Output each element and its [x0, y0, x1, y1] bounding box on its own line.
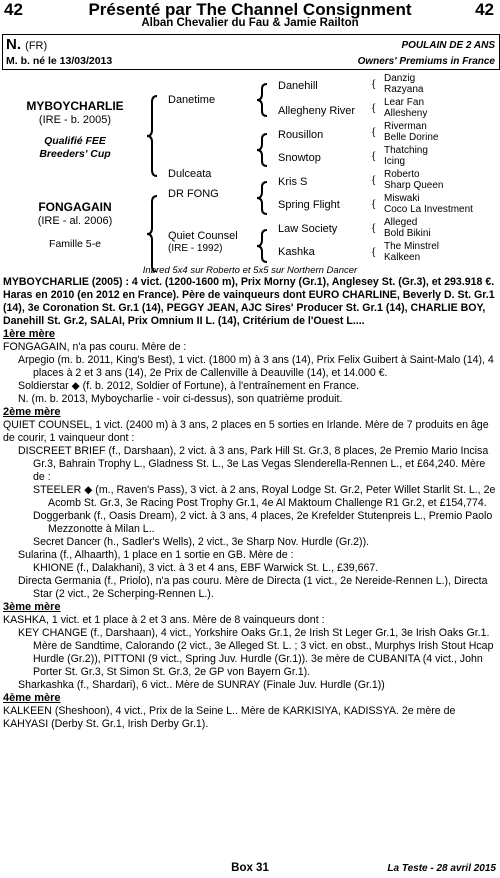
g4-12: Coco La Investment: [384, 204, 473, 215]
box-number: Box 31: [231, 862, 269, 874]
g4-14: Bold Bikini: [384, 228, 431, 239]
dam-info: (IRE - al. 2006): [37, 215, 113, 227]
bracket-g4-7: {: [372, 223, 376, 234]
bracket-g4-6: {: [372, 199, 376, 210]
third-dam-intro: KASHKA, 1 vict. et 1 place à 2 et 3 ans. Mère de 8 vainqueurs dont :: [3, 614, 325, 626]
g3-6: Spring Flight: [278, 199, 340, 211]
sire-qualification-2: Breeders' Cup: [39, 148, 111, 160]
section-heading-3rd-dam: 3ème mère: [3, 601, 61, 613]
g3-1: Danehill: [278, 80, 318, 92]
first-dam-produce-1: Arpegio (m. b. 2011, King's Best), 1 vict. (1800 m) à 3 ans (14), Prix Felix Guibert à Saint-Malo (14), 4 places à 2 et 3 ans (14), 2e Prix de Callenville à Deauville (14), et 14.000 €.: [18, 354, 494, 379]
consignor-names: Alban Chevalier du Fau & Jamie Railton: [141, 17, 359, 29]
g4-4: Allesheny: [384, 108, 428, 119]
sire-qualification-1: Qualifié FEE: [44, 135, 106, 147]
granddam-paternal: Dulceata: [168, 168, 212, 180]
second-dam-produce-3a: KHIONE (f., Dalakhani), 3 vict. à 3 et 4 ans, EBF Warwick St. L., £39,667.: [33, 562, 379, 574]
bracket-g4-1: {: [372, 79, 376, 90]
g4-3: Lear Fan: [384, 97, 425, 108]
first-dam-produce-3: N. (m. b. 2013, Myboycharlie - voir ci-dessus), son quatrième produit.: [18, 393, 343, 405]
g3-8: Kashka: [278, 246, 315, 258]
granddam-maternal-info: (IRE - 1992): [168, 243, 223, 254]
first-dam-produce-2: Soldierstar ◆ (f. b. 2012, Soldier of Fortune), à l'entraînement en France.: [18, 380, 360, 392]
second-dam-intro: QUIET COUNSEL, 1 vict. (2400 m) à 3 ans, 2 places en 5 sorties en Irlande. Mère de 7 produits en âge de courir, 1 vainqueur dont :: [3, 419, 489, 444]
bracket-g4-5: {: [372, 175, 376, 186]
horse-country: (FR): [25, 40, 48, 52]
bracket-g4-8: {: [372, 247, 376, 258]
g4-2: Razyana: [384, 84, 424, 95]
sale-place-date: La Teste - 28 avril 2015: [387, 863, 496, 874]
third-dam-produce-2: Sharkashka (f., Shardari), 6 vict.. Mère de SUNRAY (Finale Juv. Hurdle (Gr.1)): [18, 679, 385, 691]
g3-7: Law Society: [278, 223, 338, 235]
page-title: Présenté par The Channel Consignment: [88, 0, 412, 19]
horse-name: N. (FR): [6, 36, 48, 53]
horse-birth: M. b. né le 13/03/2013: [6, 55, 113, 67]
catalogue-text: [3, 276, 497, 731]
g3-5: Kris S: [278, 176, 308, 188]
g4-7: Thatching: [384, 145, 428, 156]
section-heading-1st-dam: 1ère mère: [3, 328, 55, 340]
bracket-g4-4: {: [372, 151, 376, 162]
g3-2: Allegheny River: [278, 105, 356, 117]
grandsire-paternal: Danetime: [168, 94, 216, 106]
g3-4: Snowtop: [278, 152, 321, 164]
fourth-dam-para: KALKEEN (Sheshoon), 4 vict., Prix de la Seine L.. Mère de KARKISIYA, KADISSYA. 2e mère de KAHYASI (Derby St. Gr.1, Irish Derby Gr.1).: [3, 705, 456, 730]
sire-info: (IRE - b. 2005): [38, 114, 112, 126]
horse-sex-label: POULAIN DE 2 ANS: [401, 40, 495, 51]
g4-13: Alleged: [384, 217, 418, 228]
g4-15: The Minstrel: [384, 241, 440, 252]
second-dam-produce-3: Sularina (f., Alhaarth), 1 place en 1 sortie en GB. Mère de :: [18, 549, 294, 561]
g4-5: Riverman: [384, 121, 427, 132]
g3-3: Rousillon: [278, 129, 324, 141]
pedigree-chart: [0, 72, 500, 272]
sire-paragraph: MYBOYCHARLIE (2005) : 4 vict. (1200-1600 m), Prix Morny (Gr.1), Anglesey St. (Gr.3), et 293.918 €. Haras en 2010 (en 2012 en France). Père de vainqueurs dont EURO CHARLINE, Beverly D. St. Gr.1 (14), 3e Coronation St. Gr.1 (14), PEGGY JEAN, AJC Sires' Producer St. Gr.1 (14), CHARLIE BOY, Danehill St. Gr.2, SALAI, Prix Omnium II L. (14), Critérium de l'Ouest L....: [3, 276, 495, 327]
lot-number-left: 42: [4, 0, 23, 19]
sire-name: MYBOYCHARLIE: [26, 99, 124, 113]
g4-16: Kalkeen: [384, 252, 421, 263]
first-dam-intro: FONGAGAIN, n'a pas couru. Mère de :: [3, 341, 187, 353]
premium-label: Owners' Premiums in France: [357, 56, 495, 67]
second-dam-produce-1: DISCREET BRIEF (f., Darshaan), 2 vict. à 3 ans, Park Hill St. Gr.3, 8 places, 2e Premio Mario Incisa Gr.3, Bahrain Trophy L., Gladness St. L., 3e Las Vegas Slenderella-Rennen L., et £64,240. Mère de :: [18, 445, 489, 483]
horse-id-box: [2, 34, 500, 70]
second-dam-produce-4: Directa Germania (f., Priolo), n'a pas couru. Mère de Directa (1 vict., 2e Nereide-Rennen L.), Directa Star (2 vict., 2e Scherping-Rennen L.).: [18, 575, 488, 600]
family-label: Famille 5-e: [49, 238, 101, 250]
g4-6: Belle Dorine: [384, 132, 439, 143]
inbreeding-note: Inbred 5x4 sur Roberto et 5x5 sur Northern Dancer: [142, 265, 358, 276]
section-heading-4th-dam: 4ème mère: [3, 692, 61, 704]
g4-11: Miswaki: [384, 193, 420, 204]
g4-10: Sharp Queen: [384, 180, 444, 191]
g4-9: Roberto: [384, 169, 420, 180]
dam-name: FONGAGAIN: [38, 200, 112, 214]
g4-1: Danzig: [384, 73, 416, 84]
second-dam-produce-2: Secret Dancer (h., Sadler's Wells), 2 vict., 3e Sharp Nov. Hurdle (Gr.2)).: [33, 536, 370, 548]
bracket-g4-3: {: [372, 127, 376, 138]
grandsire-maternal: DR FONG: [168, 188, 219, 200]
page-footer: [0, 862, 500, 878]
granddam-maternal: Quiet Counsel: [168, 230, 238, 242]
second-dam-produce-1b: Doggerbank (f., Oasis Dream), 2 vict. à 3 ans, 4 places, 2e Krefelder Stutenpreis L., Premio Paolo Mezzonotte à Milan L..: [33, 510, 493, 535]
third-dam-produce-1: KEY CHANGE (f., Darshaan), 4 vict., Yorkshire Oaks Gr.1, 2e Irish St Leger Gr.1, 3e Irish Oaks Gr.1. Mère de Sandtime, Calorando (2 vict., 3e Alleged St. L. ; 3 vict. en obst., Murphys Irish Stout Hcap Hurdle (Gr.2)), PITTONI (9 vict., Spring Juv. Hurdle (Gr.1)). 3e mère de CUBANITA (4 vict., John Porter St. Gr.3, St Simon St. Gr.3, 2e GP von Bayern Gr.1).: [18, 627, 494, 678]
g4-8: Icing: [384, 156, 406, 167]
lot-number-right: 42: [475, 0, 494, 19]
second-dam-produce-1a: STEELER ◆ (m., Raven's Pass), 3 vict. à 2 ans, Royal Lodge St. Gr.2, Peter Willet Starlit St. L., 2e Acomb St. Gr.3, 3e Racing Post Trophy Gr.1, 4e Al Maktoum Challenge R1 Gr.2, et £154,774.: [33, 484, 496, 509]
bracket-g4-2: {: [372, 103, 376, 114]
section-heading-2nd-dam: 2ème mère: [3, 406, 61, 418]
